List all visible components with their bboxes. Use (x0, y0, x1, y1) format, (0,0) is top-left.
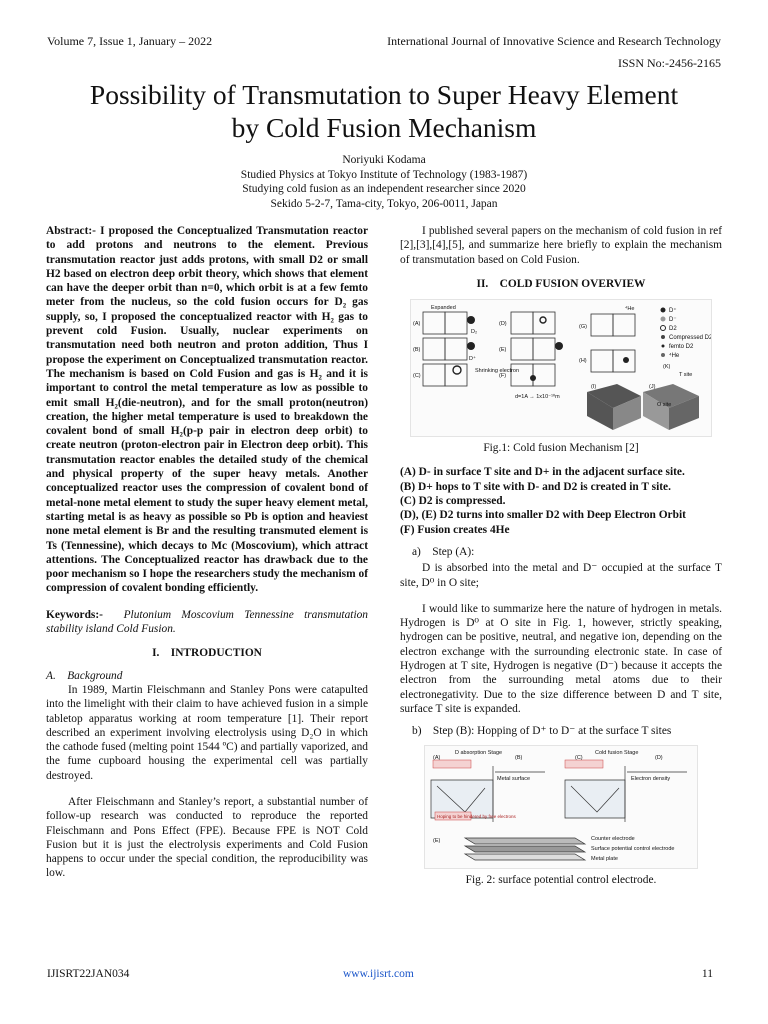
list-item: (F) Fusion creates 4He (400, 523, 510, 536)
fig1-legend-dplus: D⁺ (669, 308, 677, 315)
fig1-legend-he: ⁴He (669, 353, 680, 360)
fig1-label-he: ⁴He (625, 306, 635, 313)
fig2-surface-electrode: Surface potential control electrode (591, 845, 675, 852)
fig2-counter-electrode: Counter electrode (591, 835, 635, 842)
intro-heading: I. INTRODUCTION (152, 647, 262, 660)
fig1-label-expanded: Expanded (431, 305, 456, 312)
fig1-legend-dminus: D⁻ (669, 317, 677, 324)
fig2-panel-a: (A) (433, 754, 441, 761)
fig1-caption: Fig.1: Cold fusion Mechanism [2] (483, 442, 639, 455)
fig2-metal-plate: Metal plate (591, 855, 618, 862)
fig1-label-orbit: d=1A → 1x10⁻¹⁰m (515, 394, 560, 401)
footer-url[interactable]: www.ijisrt.com (343, 968, 414, 980)
figure-2 (424, 745, 698, 869)
intro-paragraph-1: In 1989, Martin Fleischmann and Stanley Pons were catapulted into the limelight with their claim to have achieved fusion in a simple tabletop apparatus working at room temperature [1]. Their report described an experiment involving electrolysis using D₂O in which the cathode fused (melting point 1544 ºC) and partially vaporized, and the fume cupboard housing the experimental cell was partially destroyed. (46, 683, 368, 782)
author-note: Studying cold fusion as an independent researcher since 2020 (242, 183, 526, 195)
paper-title (40, 78, 728, 144)
fig1-panel-b: (B) (413, 347, 421, 354)
fig1-panel-g: (G) (579, 324, 587, 331)
list-item: (B) D+ hops to T site with D- and D2 is created in T site. (400, 480, 671, 493)
fig1-legend-femto: femto D2 (669, 344, 694, 351)
fig1-panel-i: (I) (591, 384, 597, 391)
list-item: (A) D- in surface T site and D+ in the adjacent surface site. (400, 466, 685, 479)
fig2-note: Hoping to be hindered by free electrons (437, 813, 516, 819)
title-line-2: by Cold Fusion Mechanism (231, 112, 537, 143)
figure-1 (410, 299, 712, 437)
fig1-legend-compressed: Compressed D2 (669, 335, 711, 342)
fig2-metal-surface: Metal surface (497, 775, 531, 782)
fig1-panel-j: (J) (649, 384, 656, 391)
fig1-panel-a: (A) (413, 321, 421, 328)
footer-code: IJISRT22JAN034 (47, 968, 130, 980)
fig2-panel-e: (E) (433, 837, 441, 844)
fig1-label-osite: O site (657, 402, 672, 409)
fig2-panel-c: (C) (575, 754, 583, 761)
step-b-heading: b) Step (B): Hopping of D⁺ to D⁻ at the surface T sites (412, 725, 672, 738)
header-issn: ISSN No:-2456-2165 (617, 56, 721, 70)
fig2-electron-density: Electron density (631, 775, 671, 782)
right-paragraph-1: I published several papers on the mechanism of cold fusion in ref [2],[3],[4],[5], and summarize here briefly to explain the mechanism of transmutation based on Cold Fusion. (400, 225, 722, 266)
fig1-panel-f: (F) (499, 373, 507, 380)
fig2-absorption-stage: D absorption Stage (455, 749, 503, 756)
page-number: 11 (701, 968, 713, 980)
list-item: (C) D2 is compressed. (400, 495, 506, 508)
list-item: (D), (E) D2 turns into smaller D2 with Deep Electron Orbit (400, 509, 686, 522)
fig1-label-tsite: T site (679, 372, 693, 379)
header-journal: International Journal of Innovative Science and Research Technology (387, 34, 721, 48)
right-column (400, 224, 722, 897)
keywords (46, 608, 368, 637)
fig1-diagram (411, 300, 711, 436)
fig2-panel-d: (D) (655, 754, 663, 761)
author-name: Noriyuki Kodama (342, 154, 426, 166)
keywords-text: Plutonium Moscovium Tennessine transmutation stability island Cold Fusion. (46, 608, 368, 636)
overview-heading: II. COLD FUSION OVERVIEW (476, 277, 646, 290)
background-heading: A. Background (46, 669, 123, 682)
fig1-legend-d2: D2 (669, 326, 677, 333)
fig1-label-dplus: D⁺ (469, 356, 476, 363)
fig2-panel-b: (B) (515, 754, 523, 761)
fig2-diagram (425, 746, 697, 868)
author-address: Sekido 5-2-7, Tama-city, Tokyo, 206-0011, Japan (270, 197, 498, 210)
fig1-label-d2: D₂ (471, 329, 478, 336)
fig1-panel-d: (D) (499, 321, 507, 328)
fig1-panel-e: (E) (499, 347, 507, 354)
header-volume: Volume 7, Issue 1, January – 2022 (47, 34, 213, 48)
right-paragraph-2: I would like to summarize here the nature of hydrogen in metals. Hydrogen is D⁰ at O site in Fig. 1, however, strictly speaking, hydrogen can be positive, neutral, and negative ion, depending on the electron exchange with the surrounding electronic state. In case of Hydrogen at T site, Hydrogen is negative (D⁻) because it accepts the electron from the surrounding metal atoms due to their electronegativity. Due to the size difference between D and T site, surface T site is expanded. (400, 602, 722, 715)
fig1-label-shrinking: Shrinking electron (475, 368, 520, 375)
fig2-coldfusion-stage: Cold fusion Stage (595, 749, 639, 756)
author-block (100, 153, 668, 211)
fig2-caption: Fig. 2: surface potential control electrode. (465, 873, 657, 886)
title-line-1: Possibility of Transmutation to Super Heavy Element (89, 79, 679, 110)
step-a-heading: a) Step (A): (412, 545, 475, 558)
abstract: Abstract:- I proposed the Conceptualized Transmutation reactor to add protons and neutrons to the element. Previous transmutation reactor just adds protons, with small D2 or small H2 based on electron deep orbit theory, which shows that element can have the deeper orbit than n=0, which orbit is at a few femto meter from the nucleus, so the cold fusion occurs for D₂ gas supply, so, I proposed the conceptualized reactor with H₂ gas to prevent cold Fusion. Usually, nuclear experiments on transmutation need both neutron and proton addition, Thus I propose the experiment on Conceptualized transmutation reactor. The mechanism is based on Cold Fusion and gas is H₂ and it is important to control the metal temperature as low as possible to emit small H₂(die-neutron), and for the small proton(neutron) creation, the higher metal temperature is used to breakdown the covalent bond of small H₂(p-p pair in electron deep orbit) to create neutron (proton-electron pair in Electron deep orbit). This transmutation reactor enables the detailed study of the chemical and physical property of the super heavy metals. Another conceptualized reactor uses the compression of covalent bond of metal-none metal element to study the super heavy element metal, starting metal is as heavy as possible so Pb is option and heaviest none metal element is Br and the resulting transmuted element is Ts (Tennessine), which decays to Mc (Moscovium), which attract attentions. The Conceptualized reactor has drawback due to the poor mechanism so I hope the researchers study the mechanism of compression of covalent bonding efficiently. (46, 225, 368, 595)
fig1-panel-h: (H) (579, 358, 587, 365)
fig1-panel-c: (C) (413, 373, 421, 380)
fig1-panel-k: (K) (663, 364, 671, 371)
intro-paragraph-2: After Fleischmann and Stanley’s report, a substantial number of follow-up research was conducted to reproduce the reported Fleischmann and Pons Effect (FPE). Because FPE is NOT Cold Fusion but it is just the electrolysis experiments and Cold Fusion happens to occur under the special condition, the reproducibility was low. (46, 795, 368, 880)
left-column (46, 224, 368, 881)
mechanism-list (400, 465, 722, 536)
step-a-text: D is absorbed into the metal and D⁻ occupied at the surface T site, D⁰ in O site; (400, 562, 722, 589)
keywords-label: Keywords:- (46, 608, 103, 621)
author-affiliation: Studied Physics at Tokyo Institute of Technology (1983-1987) (240, 168, 528, 181)
